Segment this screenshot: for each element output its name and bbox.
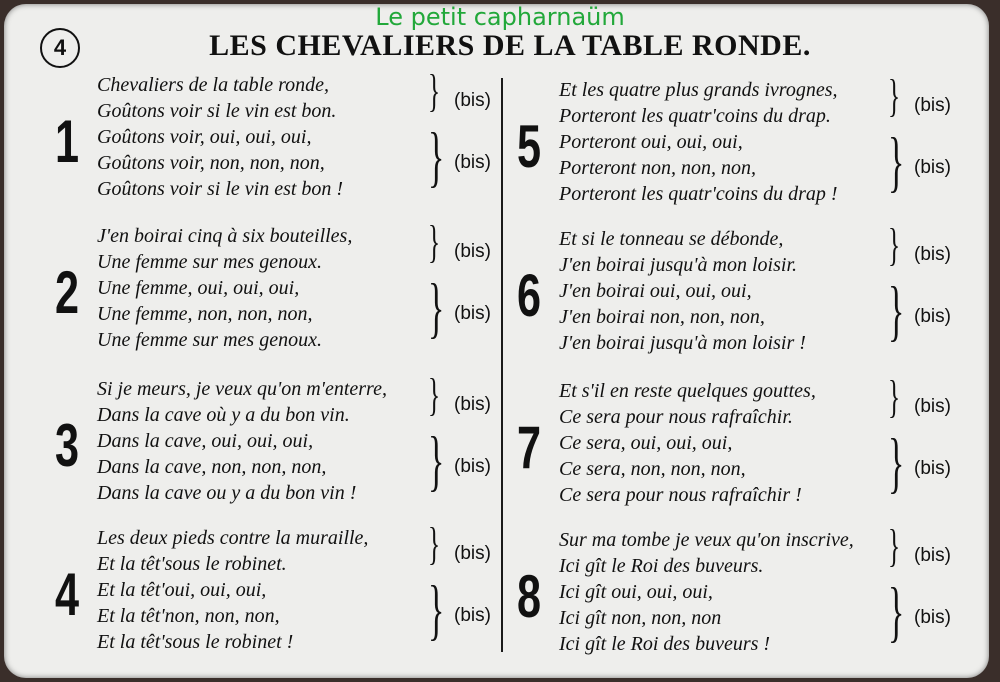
verse-line: Porteront non, non, non, <box>559 157 757 179</box>
verse-line: Et la têt'oui, oui, oui, <box>97 579 267 601</box>
verse-line: Les deux pieds contre la muraille, <box>97 527 369 549</box>
verse-line: Une femme sur mes genoux. <box>97 251 322 273</box>
page-title: LES CHEVALIERS DE LA TABLE RONDE. <box>209 29 811 62</box>
verse-line: Ce sera, oui, oui, oui, <box>559 432 733 454</box>
repeat-brace-icon: } <box>888 371 901 422</box>
verse-line: Et la têt'sous le robinet. <box>97 553 287 575</box>
verse-line: Et s'il en reste quelques gouttes, <box>559 380 816 402</box>
verse-line: Dans la cave ou y a du bon vin ! <box>97 482 357 504</box>
verse-line: Et la têt'sous le robinet ! <box>97 631 294 653</box>
verse-5 <box>517 70 987 217</box>
repeat-brace-icon: } <box>428 65 441 116</box>
verse-line: Dans la cave, non, non, non, <box>97 456 327 478</box>
verse-line: Une femme sur mes genoux. <box>97 329 322 351</box>
bis-label: (bis) <box>454 543 491 564</box>
card-number-badge: 4 <box>40 28 80 68</box>
verse-line: Ce sera pour nous rafraîchir. <box>559 406 793 428</box>
verse-line: Sur ma tombe je veux qu'on inscrive, <box>559 529 854 551</box>
verse-number: 7 <box>517 414 542 481</box>
bis-label: (bis) <box>914 157 951 178</box>
verse-6 <box>517 219 987 366</box>
verse-4 <box>55 518 525 665</box>
repeat-brace-icon: } <box>428 571 445 647</box>
bis-label: (bis) <box>914 458 951 479</box>
verse-number: 3 <box>55 412 80 479</box>
repeat-brace-icon: } <box>888 70 901 121</box>
verse-line: Si je meurs, je veux qu'on m'enterre, <box>97 378 387 400</box>
verse-3 <box>55 369 525 516</box>
verse-line: Porteront oui, oui, oui, <box>559 131 743 153</box>
repeat-brace-icon: } <box>888 123 905 199</box>
verse-number: 2 <box>55 259 80 326</box>
verse-line: J'en boirai oui, oui, oui, <box>559 280 752 302</box>
verse-line: Dans la cave, oui, oui, oui, <box>97 430 314 452</box>
verse-7 <box>517 371 987 518</box>
repeat-brace-icon: } <box>428 269 445 345</box>
verse-line: Une femme, non, non, non, <box>97 303 313 325</box>
verse-line: Ce sera pour nous rafraîchir ! <box>559 484 802 506</box>
verse-line: Porteront les quatr'coins du drap ! <box>559 183 838 205</box>
verse-line: J'en boirai cinq à six bouteilles, <box>97 225 353 247</box>
verse-line: Goûtons voir si le vin est bon. <box>97 100 337 122</box>
bis-label: (bis) <box>914 545 951 566</box>
bis-label: (bis) <box>454 456 491 477</box>
repeat-brace-icon: } <box>428 518 441 569</box>
repeat-brace-icon: } <box>428 422 445 498</box>
repeat-brace-icon: } <box>888 424 905 500</box>
bis-label: (bis) <box>914 396 951 417</box>
bis-label: (bis) <box>454 90 491 111</box>
verse-number: 8 <box>517 563 542 630</box>
verse-line: Goûtons voir, oui, oui, oui, <box>97 126 312 148</box>
verse-line: Dans la cave où y a du bon vin. <box>97 404 350 426</box>
verse-number: 4 <box>55 561 80 628</box>
bis-label: (bis) <box>454 152 491 173</box>
verse-number: 5 <box>517 113 542 180</box>
bis-label: (bis) <box>454 303 491 324</box>
verse-line: Ici gît le Roi des buveurs. <box>559 555 764 577</box>
verse-line: Ici gît le Roi des buveurs ! <box>559 633 771 655</box>
repeat-brace-icon: } <box>888 520 901 571</box>
repeat-brace-icon: } <box>428 118 445 194</box>
bis-label: (bis) <box>914 244 951 265</box>
verse-line: Porteront les quatr'coins du drap. <box>559 105 831 127</box>
repeat-brace-icon: } <box>888 219 901 270</box>
verse-2 <box>55 216 525 363</box>
watermark: Le petit capharnaüm <box>375 3 625 31</box>
verse-line: Une femme, oui, oui, oui, <box>97 277 300 299</box>
repeat-brace-icon: } <box>888 272 905 348</box>
verse-line: Goûtons voir si le vin est bon ! <box>97 178 344 200</box>
bis-label: (bis) <box>454 605 491 626</box>
verse-line: J'en boirai jusqu'à mon loisir ! <box>559 332 806 354</box>
bis-label: (bis) <box>914 607 951 628</box>
bis-label: (bis) <box>454 241 491 262</box>
bis-label: (bis) <box>914 95 951 116</box>
verse-8 <box>517 520 987 667</box>
verse-line: Ici gît non, non, non <box>559 607 722 629</box>
verse-line: J'en boirai non, non, non, <box>559 306 765 328</box>
verse-line: Ce sera, non, non, non, <box>559 458 746 480</box>
verse-number: 1 <box>55 108 80 175</box>
verse-line: Ici gît oui, oui, oui, <box>559 581 713 603</box>
repeat-brace-icon: } <box>428 369 441 420</box>
bis-label: (bis) <box>914 306 951 327</box>
repeat-brace-icon: } <box>888 573 905 649</box>
verse-line: Goûtons voir, non, non, non, <box>97 152 325 174</box>
verse-line: Et si le tonneau se débonde, <box>559 228 784 250</box>
bis-label: (bis) <box>454 394 491 415</box>
verse-line: Et les quatre plus grands ivrognes, <box>559 79 838 101</box>
repeat-brace-icon: } <box>428 216 441 267</box>
verse-1 <box>55 65 525 212</box>
verse-line: J'en boirai jusqu'à mon loisir. <box>559 254 798 276</box>
verse-line: Chevaliers de la table ronde, <box>97 74 329 96</box>
verse-number: 6 <box>517 262 542 329</box>
verse-line: Et la têt'non, non, non, <box>97 605 280 627</box>
